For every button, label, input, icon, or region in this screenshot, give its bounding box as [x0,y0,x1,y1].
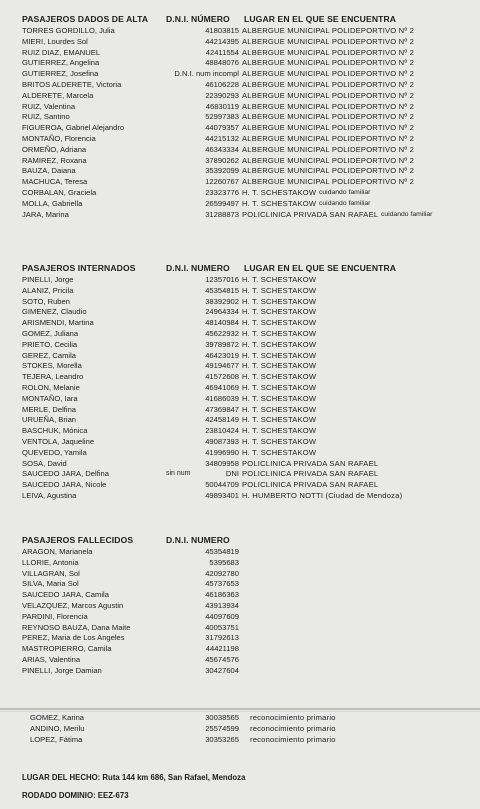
passenger-name: GOMEZ, Juliana [22,328,79,338]
location: H. T. SCHESTAKOW [242,339,317,349]
location: ALBERGUE MUNICIPAL POLIDEPORTIVO Nº 2 [242,155,415,165]
internados-row [0,361,480,372]
passenger-name: FIGUEROA, Gabriel Alejandro [22,123,125,133]
location: ALBERGUE MUNICIPAL POLIDEPORTIVO Nº 2 [242,90,415,100]
internados-row [0,394,480,405]
alta-header-row [0,14,480,26]
location: H. T. SCHESTAKOW [242,198,317,208]
second_page-row [8,735,480,746]
location: ALBERGUE MUNICIPAL POLIDEPORTIVO Nº 2 [242,79,415,89]
section-fallecidos [0,535,480,677]
dni-number: 45354815 [205,285,239,295]
dni-number: 26599497 [205,198,239,208]
location: ALBERGUE MUNICIPAL POLIDEPORTIVO Nº 2 [242,144,415,154]
alta-row [0,134,480,145]
alta-row [0,37,480,48]
passenger-name: ARAGON, Marianela [22,547,93,556]
dni-number: 48848076 [205,58,239,68]
dni-number: 46423019 [205,350,239,360]
dni-number: 34809958 [205,458,239,468]
dni-number: DNI [225,469,239,479]
fallecidos-row [0,666,480,677]
internados-row [0,275,480,286]
dni-number: 12260767 [205,177,239,187]
alta-row [0,69,480,80]
location: POLICLINICA PRIVADA SAN RAFAEL [242,209,379,219]
passenger-name: PINELLI, Jorge [22,275,74,284]
dni-number: 41996990 [205,447,239,457]
dni-number: 52997383 [205,112,239,122]
passenger-name: CORBALAN, Graciela [22,187,97,197]
location: POLICLINICA PRIVADA SAN RAFAEL [242,480,379,490]
dni-number: 46186363 [205,590,239,600]
dni-number: 30038565 [205,713,239,722]
location: reconocimiento primario [250,734,336,744]
internados-row [0,426,480,437]
alta-row [0,166,480,177]
passenger-name: RUIZ, Valentina [22,101,76,111]
dni-number: 44079357 [205,123,239,133]
passenger-name: MACHUCA, Teresa [22,177,88,187]
footer-dominio: RODADO DOMINIO: EEZ-673 [22,791,129,800]
location: ALBERGUE MUNICIPAL POLIDEPORTIVO Nº 2 [242,177,415,187]
passenger-name: SAUCEDO JARA, Delfina [22,469,109,479]
dni-number: 41686039 [205,393,239,403]
fallecidos-row [0,633,480,644]
passenger-name: SILVA, Maria Sol [22,579,79,589]
passenger-name: GUTIERREZ, Angelina [22,58,100,68]
dni-number: 31288873 [205,209,239,219]
passenger-name: MASTROPIERRO, Camila [22,644,112,654]
alta-row [0,177,480,188]
location: reconocimiento primario [250,723,336,733]
location: ALBERGUE MUNICIPAL POLIDEPORTIVO Nº 2 [242,36,415,46]
location: ALBERGUE MUNICIPAL POLIDEPORTIVO Nº 2 [242,133,415,143]
dni-number: 49194677 [205,361,239,371]
dni-number: 25574599 [205,723,239,733]
passenger-name: PEREZ, Maria de Los Angeles [22,633,125,643]
location: H. T. SCHESTAKOW [242,275,317,284]
passenger-name: MIERI, Lourdes Sol [22,36,88,46]
location: H. T. SCHESTAKOW [242,436,317,446]
location: H. T. SCHESTAKOW [242,318,317,328]
dni-number: 40053751 [205,622,239,632]
dni-number: 38392902 [205,296,239,306]
dni-number: 49893401 [205,490,239,500]
fallecidos-rows [0,547,480,677]
passenger-name: BAUZA, Daiana [22,166,76,176]
passenger-name: SOTO, Ruben [22,296,70,306]
location: ALBERGUE MUNICIPAL POLIDEPORTIVO Nº 2 [242,112,415,122]
location: H. T. SCHESTAKOW [242,328,317,338]
dni-number: 43913934 [205,600,239,610]
passenger-name: PINELLI, Jorge Damian [22,665,102,675]
alta-header-name: PASAJEROS DADOS DE ALTA [22,14,149,24]
passenger-name: MERLE, Delfina [22,404,77,414]
location: H. T. SCHESTAKOW [242,382,317,392]
dni-number: 12357016 [205,275,239,284]
dni-number: 42458149 [205,415,239,425]
internados-row [0,405,480,416]
alta-row [0,199,480,210]
dni-number: 31792613 [205,633,239,643]
location: H. T. SCHESTAKOW [242,447,317,457]
location: ALBERGUE MUNICIPAL POLIDEPORTIVO Nº 2 [242,47,415,57]
passenger-name: SAUCEDO JARA, Nicole [22,480,107,490]
internados-row [0,459,480,470]
dni-number: 37890262 [205,155,239,165]
location: H. T. SCHESTAKOW [242,307,317,317]
passenger-name: GUTIERREZ, Josefina [22,69,99,79]
dni-number: 44215132 [205,133,239,143]
passenger-name: ALDERETE, Marcela [22,90,94,100]
dni-number: 46941069 [205,382,239,392]
dni-number: 46830119 [205,101,239,111]
footer-lugar: LUGAR DEL HECHO: Ruta 144 km 686, San Rafael, Mendoza [22,773,246,782]
internados-row [0,480,480,491]
internados-row [0,340,480,351]
fallecidos-row [0,590,480,601]
second_page-row [8,724,480,735]
dni-number: 22390293 [205,90,239,100]
location: H. T. SCHESTAKOW [242,393,317,403]
fallecidos-header-row [0,535,480,547]
fallecidos-header-dni: D.N.I. NUMERO [166,535,230,545]
internados-row [0,318,480,329]
internados-row [0,437,480,448]
passenger-name: GIMENEZ, Claudio [22,307,87,317]
passenger-name: QUEVEDO, Yamila [22,447,87,457]
alta-row [0,48,480,59]
internados-row [0,469,480,480]
passenger-name: MONTAÑO, Iara [22,393,78,403]
passenger-name: VENTOLA, Jaqueline [22,436,95,446]
location: H. T. SCHESTAKOW [242,372,317,382]
location: ALBERGUE MUNICIPAL POLIDEPORTIVO Nº 2 [242,26,415,35]
passenger-name: ROLON, Melanie [22,382,80,392]
location-note: cuidando familiar [319,199,371,207]
internados-row [0,329,480,340]
alta-row [0,210,480,221]
passenger-name: GEREZ, Camila [22,350,77,360]
dni-number: 23810424 [205,426,239,436]
fallecidos-row [0,612,480,623]
page-fold-shadow [0,711,480,712]
fallecidos-row [0,547,480,558]
location: H. T. SCHESTAKOW [242,404,317,414]
fallecidos-row [0,569,480,580]
internados-row [0,448,480,459]
alta-row [0,102,480,113]
passenger-name: VILLAGRAN, Sol [22,568,80,578]
internados-row [0,491,480,502]
location: H. T. SCHESTAKOW [242,350,317,360]
dni-number: 24964334 [205,307,239,317]
passenger-name: STOKES, Morella [22,361,82,371]
passenger-name: BASCHUK, Mónica [22,426,88,436]
dni-number: 5395683 [209,557,239,567]
internados-header-dni: D.N.I. NUMERO [166,263,230,273]
dni-number: 39789872 [205,339,239,349]
dni-number: 45354819 [205,547,239,556]
footer [22,773,245,809]
passenger-name: JARA, Marina [22,209,69,219]
passenger-name: ALANIZ, Pricila [22,285,74,295]
alta-row [0,123,480,134]
location-note: cuidando familiar [381,210,433,218]
internados-row [0,307,480,318]
passenger-name: ANDINO, Merilu [30,723,85,733]
passenger-name: SOSA, David [22,458,67,468]
dni-number: 30427604 [205,665,239,675]
dni-number: D.N.I. num incompl [174,69,239,79]
passenger-name: REYNOSO BAUZA, Dana Maite [22,622,131,632]
location-note: cuidando familiar [319,188,371,196]
alta-row [0,58,480,69]
internados-header-name: PASAJEROS INTERNADOS [22,263,136,273]
dni-number: 46343334 [205,144,239,154]
dni-number: 45737653 [205,579,239,589]
dni-number: 45674576 [205,654,239,664]
dni-number: 46106228 [205,79,239,89]
internados-header-location: LUGAR EN EL QUE SE ENCUENTRA [244,263,397,273]
location: ALBERGUE MUNICIPAL POLIDEPORTIVO Nº 2 [242,166,415,176]
dni-number: 50044709 [205,480,239,490]
dni-number: 42092780 [205,568,239,578]
passenger-name: ARIAS, Valentina [22,654,81,664]
dni-number: 42411554 [205,47,239,57]
passenger-name: TEJERA, Leandro [22,372,84,382]
section-second-page [0,713,480,745]
passenger-name: RAMIREZ, Roxana [22,155,87,165]
alta-row [0,91,480,102]
fallecidos-row [0,655,480,666]
internados-row [0,286,480,297]
passenger-name: TORRES GORDILLO, Julia [22,26,115,35]
passenger-name: GOMEZ, Karina [30,713,85,722]
passenger-name: RUIZ, Santino [22,112,70,122]
dni-number: 44214395 [205,36,239,46]
internados-row [0,415,480,426]
second_page-row [8,713,480,724]
passenger-name: ARISMENDI, Martina [22,318,94,328]
location: POLICLINICA PRIVADA SAN RAFAEL [242,458,379,468]
alta-row [0,26,480,37]
internados-row [0,297,480,308]
passenger-name: URUEÑA, Brian [22,415,77,425]
fallecidos-row [0,623,480,634]
dni-number: 44421198 [205,644,239,654]
fallecidos-row [0,579,480,590]
location: H. HUMBERTO NOTTI (Ciudad de Mendoza) [242,490,403,500]
alta-row [0,112,480,123]
fallecidos-header-name: PASAJEROS FALLECIDOS [22,535,134,545]
passenger-name: LOPEZ, Fátima [30,734,83,744]
alta-row [0,80,480,91]
internados-row [0,372,480,383]
location: ALBERGUE MUNICIPAL POLIDEPORTIVO Nº 2 [242,58,415,68]
location: H. T. SCHESTAKOW [242,426,317,436]
location: POLICLINICA PRIVADA SAN RAFAEL [242,469,379,479]
passenger-name: ORMEÑO, Adriana [22,144,87,154]
internados-row [0,383,480,394]
section-alta [0,14,480,220]
internados-header-row [0,263,480,275]
location: ALBERGUE MUNICIPAL POLIDEPORTIVO Nº 2 [242,69,415,79]
dni-number: 49087393 [205,436,239,446]
location: H. T. SCHESTAKOW [242,296,317,306]
passenger-name: MOLLA, Gabriella [22,198,83,208]
passenger-name: LLORIE, Antonia [22,557,79,567]
dni-number: 23323776 [205,187,239,197]
alta-rows [0,26,480,220]
alta-header-location: LUGAR EN EL QUE SE ENCUENTRA [244,14,397,24]
location: H. T. SCHESTAKOW [242,285,317,295]
passenger-name: SAUCEDO JARA, Camila [22,590,109,600]
second-page-rows [0,713,480,745]
passenger-name: LEIVA, Agustina [22,490,77,500]
internados-rows [0,275,480,502]
location: H. T. SCHESTAKOW [242,187,317,197]
dni-number: 35392099 [205,166,239,176]
alta-row [0,145,480,156]
fallecidos-row [0,558,480,569]
dni-number: 44097609 [205,611,239,621]
dni-number: 47369847 [205,404,239,414]
dni-number: 30353265 [205,734,239,744]
dni-number: 48140984 [205,318,239,328]
alta-row [0,156,480,167]
fallecidos-row [0,644,480,655]
internados-row [0,351,480,362]
dni-note: sin num [166,470,191,478]
passenger-name: MONTAÑO, Florencia [22,133,96,143]
location: ALBERGUE MUNICIPAL POLIDEPORTIVO Nº 2 [242,123,415,133]
passenger-name: VELAZQUEZ, Marcos Agustin [22,600,124,610]
fallecidos-row [0,601,480,612]
dni-number: 41572608 [205,372,239,382]
location: ALBERGUE MUNICIPAL POLIDEPORTIVO Nº 2 [242,101,415,111]
alta-header-dni: D.N.I. NÚMERO [166,14,230,24]
alta-row [0,188,480,199]
dni-number: 41803815 [205,26,239,35]
passenger-name: PRIETO, Cecilia [22,339,78,349]
dni-number: 45622932 [205,328,239,338]
location: reconocimiento primario [250,713,336,722]
passenger-name: RUIZ DIAZ, EMANUEL [22,47,101,57]
location: H. T. SCHESTAKOW [242,415,317,425]
section-internados [0,263,480,502]
passenger-name: PARDINI, Florencia [22,611,88,621]
location: H. T. SCHESTAKOW [242,361,317,371]
page-fold-divider [0,708,480,710]
passenger-name: BRITOS ALDERETE, Victoria [22,79,122,89]
